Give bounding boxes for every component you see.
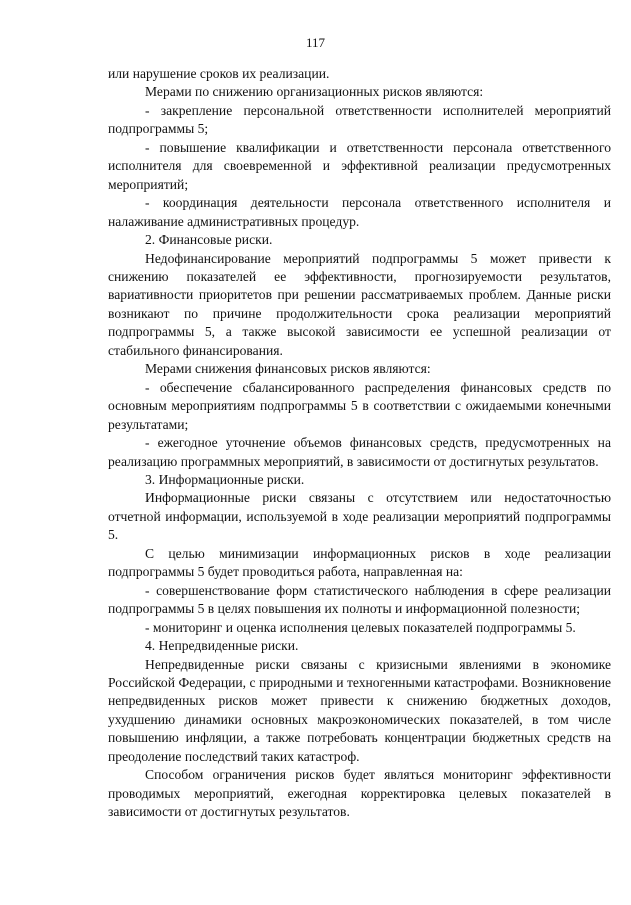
- paragraph: Способом ограничения рисков будет являться мониторинг эффективности проводимых мероприятий, ежегодная корректировка целевых показателей в зависимости от достигнутых результатов.: [108, 767, 611, 820]
- list-item: - мониторинг и оценка исполнения целевых показателей подпрограммы 5.: [145, 619, 576, 635]
- paragraph: Мерами по снижению организационных рисков являются:: [145, 84, 484, 100]
- list-item: - повышение квалификации и ответственности персонала ответственного исполнителя для своевременной и эффективной реализации предусмотренных мероприятий;: [108, 139, 611, 192]
- section-heading: 3. Информационные риски.: [145, 471, 305, 487]
- paragraph: или нарушение сроков их реализации.: [108, 66, 330, 81]
- paragraph: Недофинансирование мероприятий подпрограммы 5 может привести к снижению показателей ее эффективности, прогнозируемости результатов, вариативности приоритетов при решении рассматриваемых проблем. Данные риски возникают по причине продолжительности срока реализации мероприятий подпрограммы 5, а также высокой зависимости ее успешной реализации от стабильного финансирования.: [108, 250, 611, 358]
- paragraph: Информационные риски связаны с отсутствием или недостаточностью отчетной информации, используемой в ходе реализации мероприятий подпрограммы 5.: [108, 490, 611, 543]
- list-item: - совершенствование форм статистического наблюдения в сфере реализации подпрограммы 5 в целях повышения их полноты и информационной полезности;: [108, 582, 611, 617]
- list-item: - обеспечение сбалансированного распределения финансовых средств по основным мероприятиям подпрограммы 5 в соответствии с ожидаемыми конечными результатами;: [108, 379, 611, 432]
- list-item: - закрепление персональной ответственности исполнителей мероприятий подпрограммы 5;: [108, 102, 611, 137]
- section-heading: 2. Финансовые риски.: [145, 232, 273, 248]
- list-item: - координация деятельности персонала ответственного исполнителя и налаживание административных процедур.: [108, 195, 611, 229]
- document-body: [108, 65, 611, 822]
- paragraph: Непредвиденные риски связаны с кризисными явлениями в экономике Российской Федерации, с природными и техногенными катастрофами. Возникновение непредвиденных рисков может привести к снижению бюджетных доходов, ухудшению динамики основных макроэкономических показателей, в том числе повышению инфляции, а также потребовать концентрации бюджетных средств на преодоление последствий таких катастроф.: [108, 656, 611, 764]
- page-number: 117: [305, 35, 326, 50]
- section-heading: 4. Непредвиденные риски.: [145, 638, 299, 654]
- paragraph: С целью минимизации информационных рисков в ходе реализации подпрограммы 5 будет проводиться работа, направленная на:: [108, 545, 611, 580]
- list-item: - ежегодное уточнение объемов финансовых средств, предусмотренных на реализацию программных мероприятий, в зависимости от достигнутых результатов.: [108, 435, 611, 469]
- paragraph: Мерами снижения финансовых рисков являются:: [145, 361, 431, 377]
